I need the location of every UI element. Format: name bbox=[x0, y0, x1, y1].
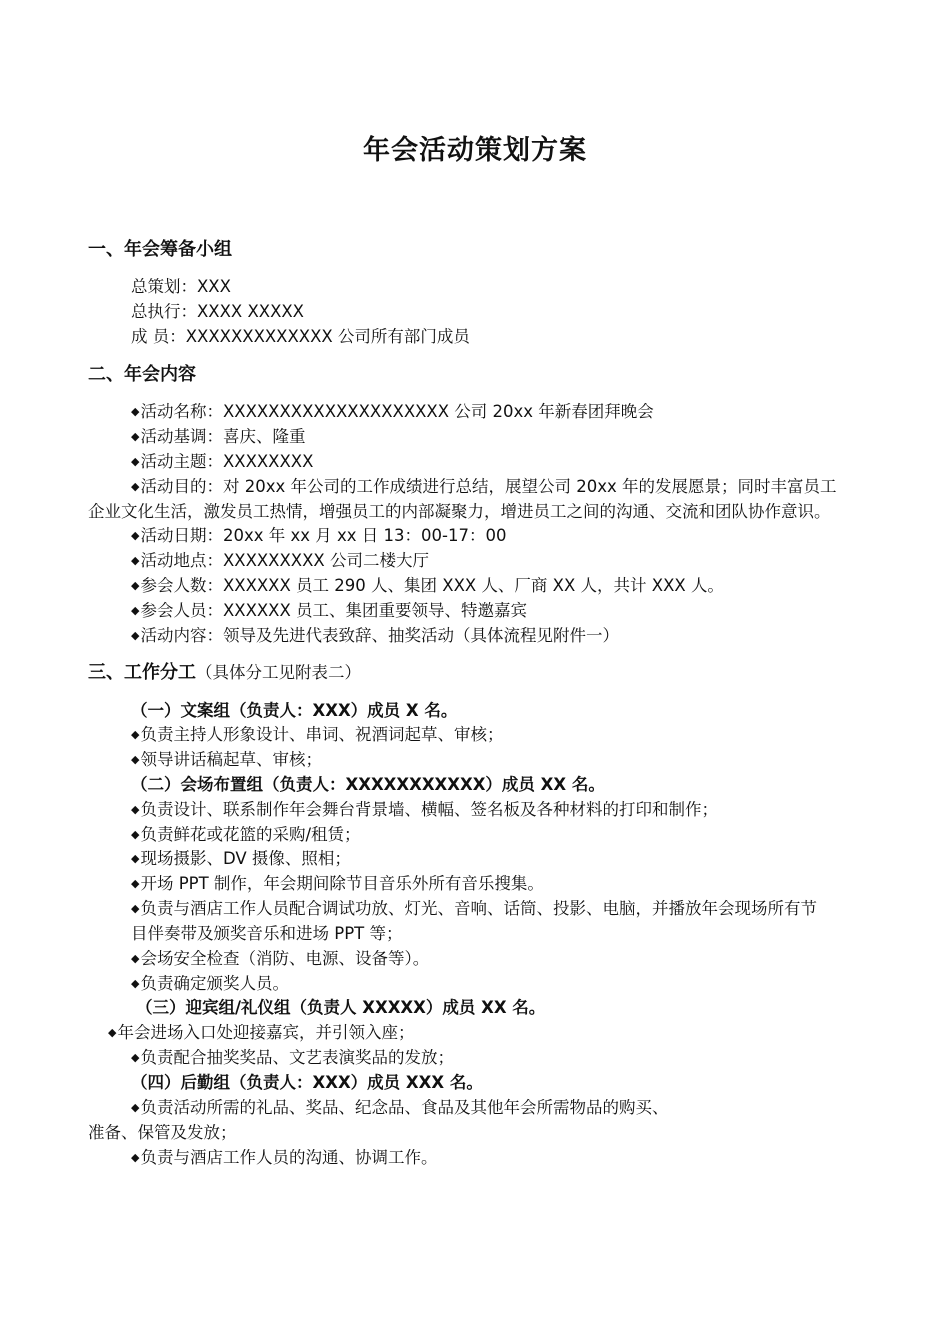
group-title: （一）文案组（负责人：XXX）成员 X 名。 bbox=[131, 701, 458, 720]
list-item: ◆参会人员：XXXXXX 员工、集团重要领导、特邀嘉宾 bbox=[131, 601, 528, 620]
list-item-continuation: 目伴奏带及颁奖音乐和进场 PPT 等； bbox=[131, 924, 403, 943]
list-item: ◆负责设计、联系制作年会舞台背景墙、横幅、签名板及各种材料的打印和制作； bbox=[131, 800, 718, 819]
bullet-icon: ◆ bbox=[131, 803, 140, 816]
bullet-icon: ◆ bbox=[131, 480, 140, 493]
list-item: ◆会场安全检查（消防、电源、设备等）。 bbox=[131, 949, 430, 968]
bullet-icon: ◆ bbox=[131, 728, 140, 741]
list-item: ◆活动主题：XXXXXXXX bbox=[131, 452, 314, 471]
committee-line: 成 员：XXXXXXXXXXXXX 公司所有部门成员 bbox=[131, 327, 470, 346]
section-heading-division: 三、工作分工（具体分工见附表二） bbox=[88, 662, 361, 683]
bullet-icon: ◆ bbox=[131, 529, 140, 542]
list-item: ◆开场 PPT 制作，年会期间除节目音乐外所有音乐搜集。 bbox=[131, 874, 544, 893]
section-heading-committee: 一、年会筹备小组 bbox=[88, 239, 232, 260]
bullet-icon: ◆ bbox=[108, 1026, 117, 1039]
committee-line: 总策划：XXX bbox=[131, 277, 231, 296]
list-item: ◆负责确定颁奖人员。 bbox=[131, 974, 289, 993]
bullet-icon: ◆ bbox=[131, 952, 140, 965]
document-title: 年会活动策划方案 bbox=[363, 135, 587, 166]
list-item: ◆负责鲜花或花篮的采购/租赁； bbox=[131, 825, 361, 844]
list-item: ◆负责与酒店工作人员配合调试功放、灯光、音响、话筒、投影、电脑，并播放年会现场所有节 bbox=[131, 899, 817, 918]
list-item: ◆活动目的：对 20xx 年公司的工作成绩进行总结，展望公司 20xx 年的发展愿景；同时丰富员工 bbox=[131, 477, 837, 496]
list-item: ◆活动基调：喜庆、隆重 bbox=[131, 427, 306, 446]
section-heading-note: （具体分工见附表二） bbox=[196, 663, 361, 682]
list-item-continuation: 企业文化生活，激发员工热情，增强员工的内部凝聚力，增进员工之间的沟通、交流和团队协作意识。 bbox=[88, 502, 831, 521]
bullet-icon: ◆ bbox=[131, 877, 140, 890]
bullet-icon: ◆ bbox=[131, 455, 140, 468]
list-item: ◆活动地点：XXXXXXXXX 公司二楼大厅 bbox=[131, 551, 429, 570]
list-item: ◆领导讲话稿起草、审核； bbox=[131, 750, 322, 769]
bullet-icon: ◆ bbox=[131, 852, 140, 865]
group-title: （三）迎宾组/礼仪组（负责人 XXXXX）成员 XX 名。 bbox=[136, 998, 546, 1017]
list-item: ◆负责配合抽奖奖品、文艺表演奖品的发放； bbox=[131, 1048, 454, 1067]
bullet-icon: ◆ bbox=[131, 554, 140, 567]
bullet-icon: ◆ bbox=[131, 1101, 140, 1114]
bullet-icon: ◆ bbox=[131, 977, 140, 990]
bullet-icon: ◆ bbox=[131, 902, 140, 915]
list-item: ◆活动日期：20xx 年 xx 月 xx 日 13：00-17：00 bbox=[131, 526, 507, 545]
committee-line: 总执行：XXXX XXXXX bbox=[131, 302, 304, 321]
list-item: ◆活动内容：领导及先进代表致辞、抽奖活动（具体流程见附件一） bbox=[131, 626, 619, 645]
list-item: ◆负责活动所需的礼品、奖品、纪念品、食品及其他年会所需物品的购买、 bbox=[131, 1098, 669, 1117]
bullet-icon: ◆ bbox=[131, 405, 140, 418]
bullet-icon: ◆ bbox=[131, 828, 140, 841]
list-item: ◆现场摄影、DV 摄像、照相； bbox=[131, 849, 351, 868]
bullet-icon: ◆ bbox=[131, 753, 140, 766]
bullet-icon: ◆ bbox=[131, 1051, 140, 1064]
list-item: ◆负责与酒店工作人员的沟通、协调工作。 bbox=[131, 1148, 438, 1167]
list-item: ◆参会人数：XXXXXX 员工 290 人、集团 XXX 人、厂商 XX 人，共计 XXX 人。 bbox=[131, 576, 724, 595]
section-heading-content: 二、年会内容 bbox=[88, 364, 196, 385]
group-title: （四）后勤组（负责人：XXX）成员 XXX 名。 bbox=[131, 1073, 483, 1092]
list-item: ◆活动名称：XXXXXXXXXXXXXXXXXXXX 公司 20xx 年新春团拜晚会 bbox=[131, 402, 654, 421]
bullet-icon: ◆ bbox=[131, 430, 140, 443]
bullet-icon: ◆ bbox=[131, 579, 140, 592]
bullet-icon: ◆ bbox=[131, 1151, 140, 1164]
list-item: ◆年会进场入口处迎接嘉宾，并引领入座； bbox=[108, 1023, 415, 1042]
group-title: （二）会场布置组（负责人：XXXXXXXXXXX）成员 XX 名。 bbox=[131, 775, 605, 794]
list-item: ◆负责主持人形象设计、串词、祝酒词起草、审核； bbox=[131, 725, 504, 744]
bullet-icon: ◆ bbox=[131, 629, 140, 642]
bullet-icon: ◆ bbox=[131, 604, 140, 617]
list-item-continuation: 准备、保管及发放； bbox=[88, 1123, 237, 1142]
